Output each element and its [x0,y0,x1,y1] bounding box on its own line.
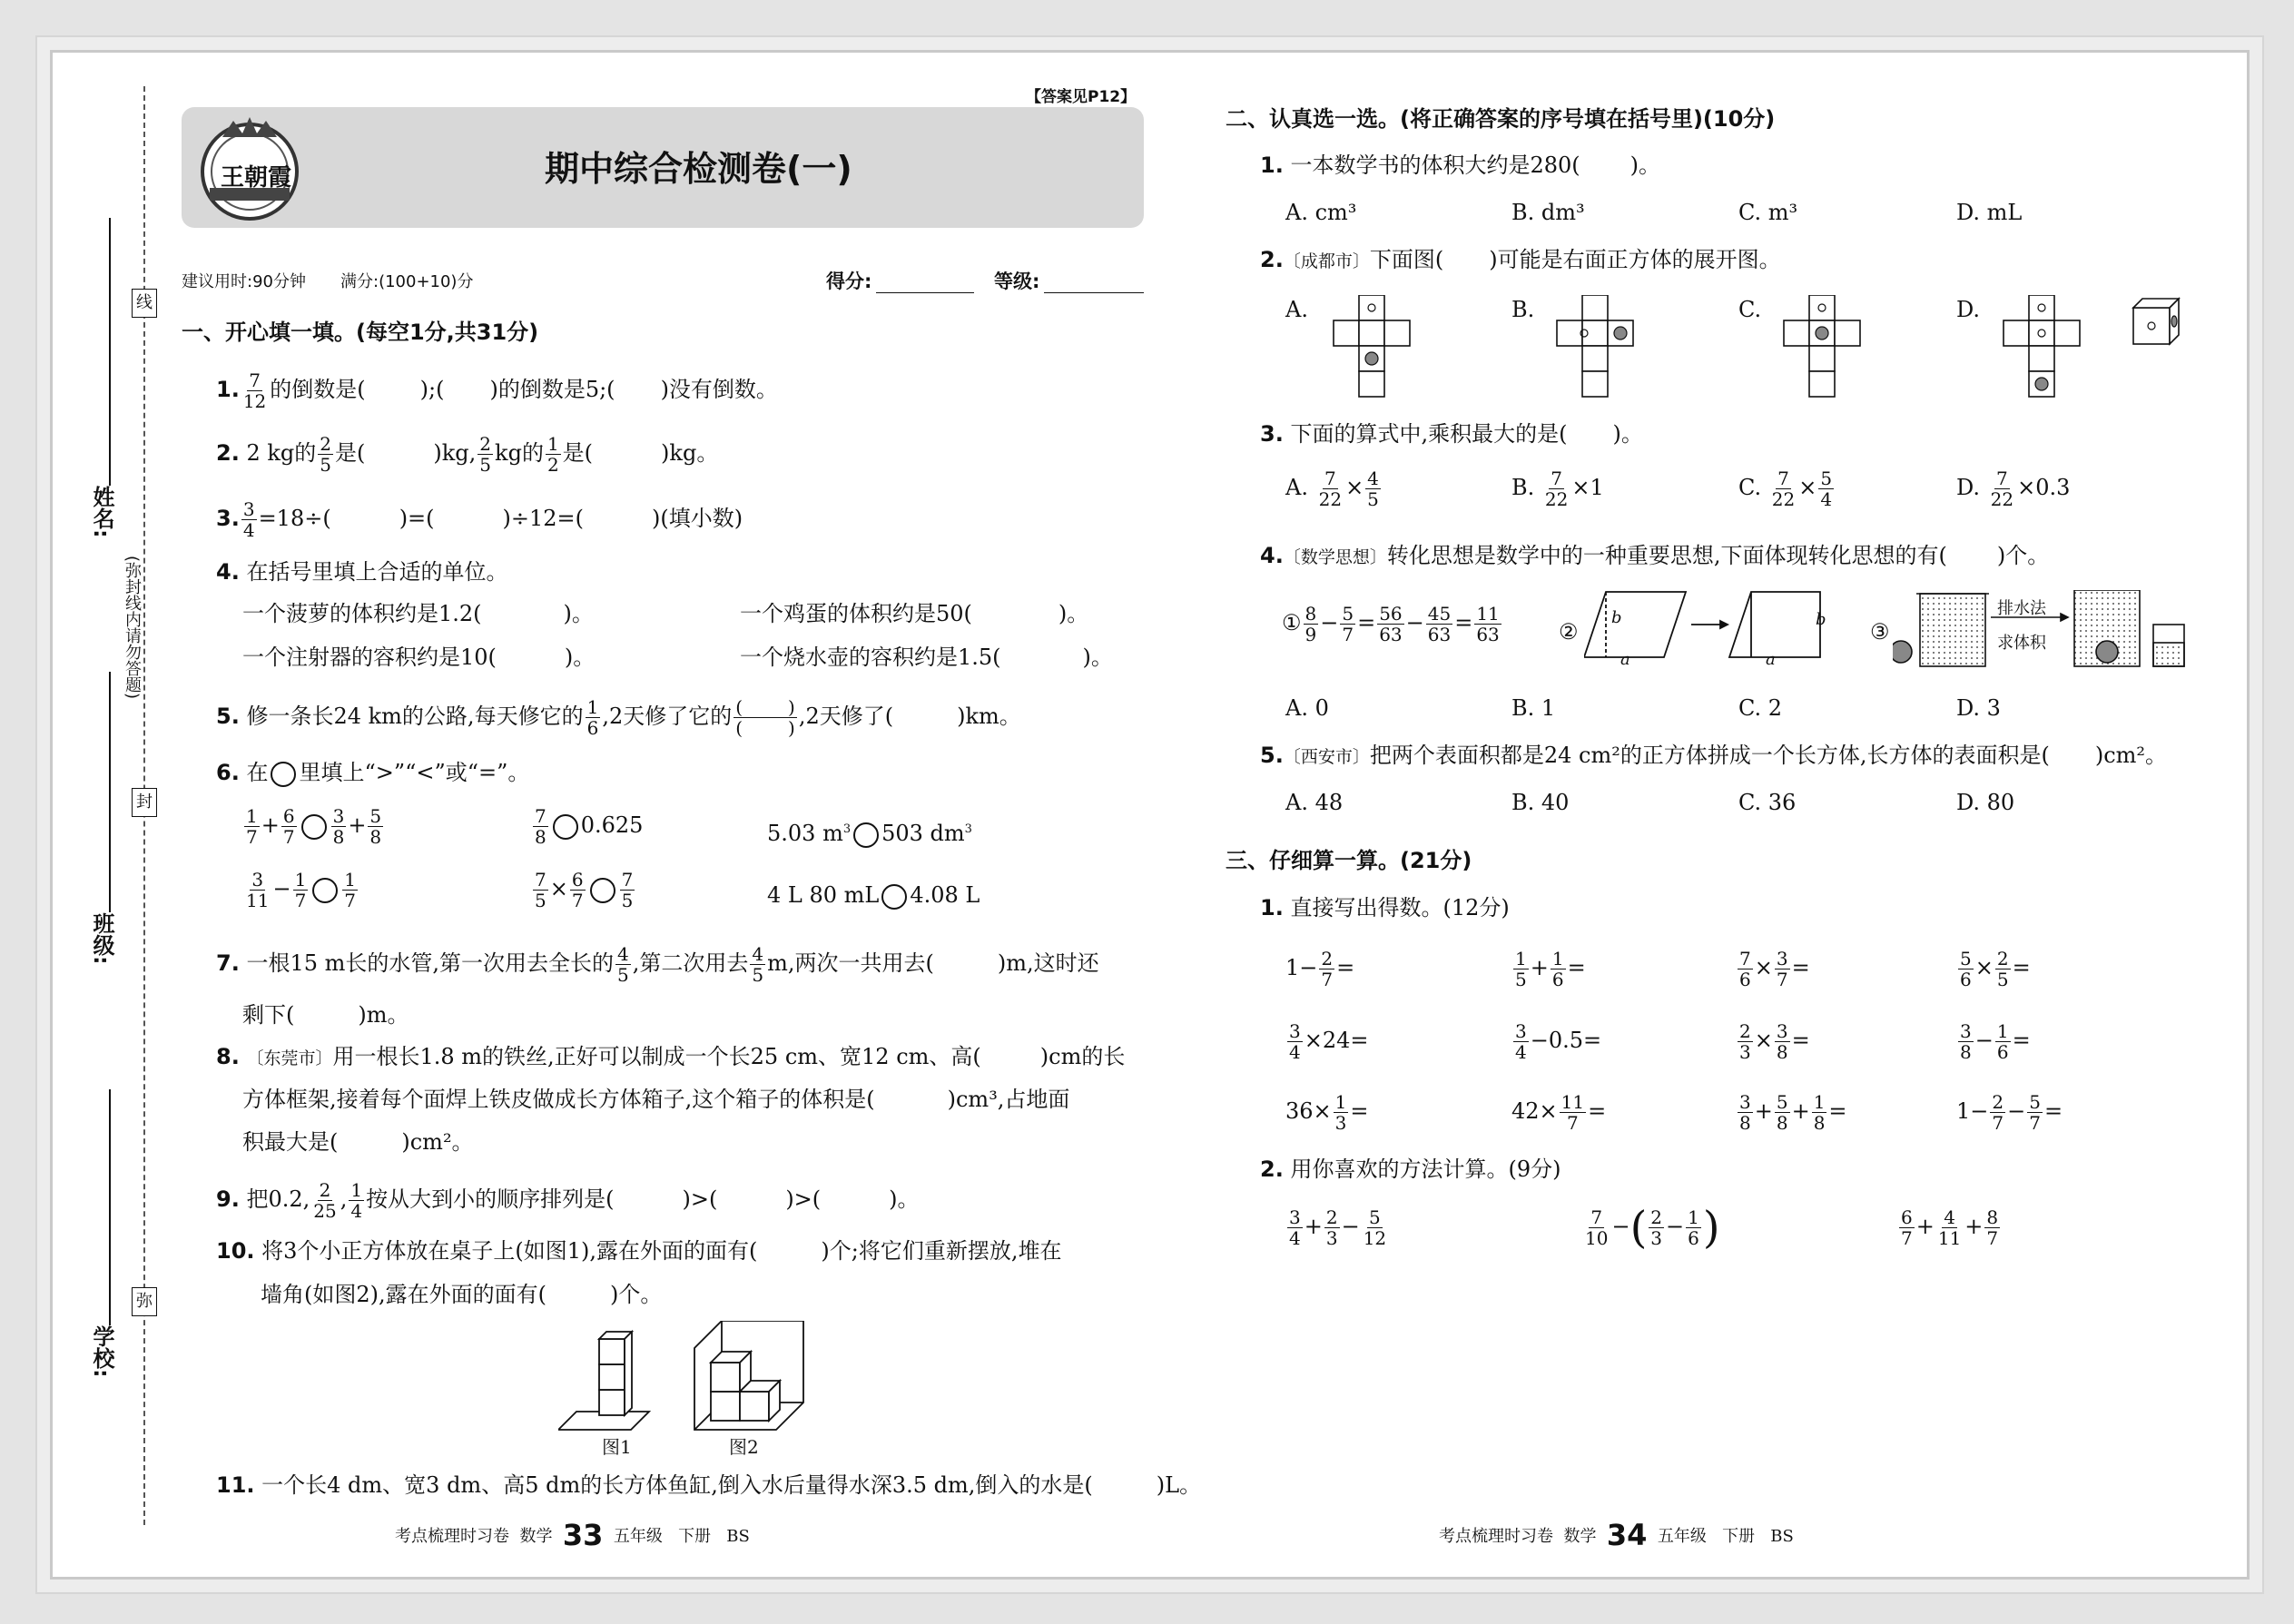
compare-circle[interactable] [881,884,907,910]
s2-question-5: 5.〔西安市〕把两个表面积都是24 cm²的正方体拼成一个长方体,长方体的表面积是( )cm²。 [1260,743,2168,768]
s2-q3-option-a[interactable]: A. $\frac{7}{22}$ × $\frac{4}{5}$ [1285,468,1379,510]
s1-question-7: 7. 一根15 m长的水管,第一次用去全长的 $\frac{4}{5}$ ,第二次用去 $\frac{4}{5}$ m,两次一共用去( )m,这时还 [216,943,1099,986]
seal-mi: 弥 [132,1287,157,1316]
s2-q1-option-c[interactable]: C. m³ [1738,200,1798,225]
calc-1-1: 1− $\frac{2}{7}$ = [1285,948,1355,990]
calc-2-4: $\frac{3}{8}$ − $\frac{1}{6}$ = [1960,1020,2031,1063]
s1-question-2: 2. 2 kg的 $\frac{2}{5}$ 是( )kg, $\frac{2}{5}$ kg的 $\frac{1}{2}$ 是( )kg。 [216,433,719,476]
parallelogram-figure [1584,588,1829,670]
logo-text: 王朝霞 [221,164,292,192]
section-3-heading: 三、仔细算一算。(21分) [1226,848,1472,873]
s2-q2-option-c[interactable]: C. [1738,297,1762,322]
s3-question-2: 2. 用你喜欢的方法计算。(9分) [1260,1156,1561,1182]
figure-2-caption: 图2 [729,1436,759,1458]
water-displacement-figure [1893,590,2188,672]
s2-q1-option-a[interactable]: A. cm³ [1285,200,1357,225]
method-3-label: ③ [1870,619,1890,645]
s2-question-1: 1. 一本数学书的体积大约是280( )。 [1260,153,1661,178]
page-number-right: 34 [1606,1518,1648,1552]
label-a: a [1620,650,1630,669]
s1-question-5: 5. 修一条长24 km的公路,每天修它的 $\frac{1}{6}$ ,2天修了它的 $\frac{( )}{( )}$ ,2天修了( )km。 [216,696,1021,739]
s2-q1-option-b[interactable]: B. dm³ [1511,200,1585,225]
s2-q2-option-d[interactable]: D. [1956,297,1981,322]
s1-question-11: 11. 一个长4 dm、宽3 dm、高5 dm的长方体鱼缸,倒入水后量得水深3.5 dm,倒入的水是( )L。 [216,1472,1202,1498]
seal-xian: 线 [132,289,157,318]
school-label: 学校: [89,1325,114,1378]
label-a: a [1766,650,1776,669]
calc-1-3: $\frac{7}{6}$ × $\frac{3}{7}$ = [1739,948,1810,990]
calc-4-3: $\frac{6}{7}$ + $\frac{4}{11}$ + $\frac{8}{7}$ [1901,1206,1999,1249]
s1-question-6: 6. 在 里填上“>”“<”或“=”。 [216,760,530,785]
suggested-time: 建议用时:90分钟 [182,272,306,291]
s2-question-3: 3. 下面的算式中,乘积最大的是( )。 [1260,421,1643,447]
cube-figures [558,1321,812,1439]
s2-q2-option-a[interactable]: A. [1285,297,1308,322]
s1-question-10: 10. 将3个小正方体放在桌子上(如图1),露在外面的面有( )个;将它们重新摆放,堆在 [216,1238,1062,1264]
volume-label: 求体积 [1997,634,2046,653]
compare-1: $\frac{1}{7}$ + $\frac{6}{7}$ $\frac{3}{8}$ + $\frac{5}{8}$ [246,805,382,848]
cube-nets [1321,295,2229,400]
score-label: 得分: [826,271,872,292]
s1-q4-line1b: 一个鸡蛋的体积约是50( )。 [740,601,1089,626]
calc-3-1: 36× $\frac{1}{3}$ = [1285,1091,1369,1134]
s1-question-9: 9. 把0.2, $\frac{2}{25}$ , $\frac{1}{4}$ 按从大到小的顺序排列是( )>( )>( )。 [216,1179,920,1222]
compare-circle[interactable] [301,814,327,840]
method-1: ① $\frac{8}{9}$ − $\frac{5}{7}$ = $\frac{56}{63}$ − $\frac{45}{63}$ = $\frac{11}{63}$ [1282,603,1500,645]
s2-q4-option-b[interactable]: B. 1 [1511,695,1556,721]
s1-question-3: 3. $\frac{3}{4}$ =18÷( )=( )÷12=( )(填小数) [216,498,743,541]
compare-circle[interactable] [590,878,615,903]
calc-3-4: 1− $\frac{2}{7}$ − $\frac{5}{7}$ = [1956,1091,2063,1134]
compare-circle-icon [271,762,296,787]
seal-feng: 封 [132,788,157,817]
s2-q5-option-c[interactable]: C. 36 [1738,790,1797,815]
calc-4-2: $\frac{7}{10}$ −( $\frac{2}{3}$ − $\frac{1}{6}$ ) [1585,1202,1720,1254]
calc-2-3: $\frac{2}{3}$ × $\frac{3}{8}$ = [1739,1020,1810,1063]
s2-q2-option-b[interactable]: B. [1511,297,1535,322]
page-title: 期中综合检测卷(一) [545,149,852,189]
calc-1-2: $\frac{1}{5}$ + $\frac{1}{6}$ = [1515,948,1586,990]
figure-1-caption: 图1 [602,1436,632,1458]
s2-question-4: 4.〔数学思想〕转化思想是数学中的一种重要思想,下面体现转化思想的有( )个。 [1260,543,2050,568]
section-1-heading: 一、开心填一填。(每空1分,共31分) [182,320,539,345]
s1-q10-line2: 墙角(如图2),露在外面的面有( )个。 [261,1282,663,1307]
grade-label: 等级: [994,271,1040,292]
label-b: b [1816,610,1826,629]
s1-q4-line2a: 一个注射器的容积约是10( )。 [242,645,596,670]
compare-circle[interactable] [853,822,879,848]
s2-q4-option-c[interactable]: C. 2 [1738,695,1783,721]
compare-4: $\frac{3}{11}$ − $\frac{1}{7}$ $\frac{1}{7}$ [246,869,357,911]
name-label: 姓名: [89,486,114,538]
s2-q4-option-a[interactable]: A. 0 [1285,695,1329,721]
s3-question-1: 1. 直接写出得数。(12分) [1260,895,1510,920]
s1-q7-line2: 剩下( )m。 [242,1002,409,1028]
page-number-left: 33 [562,1518,604,1552]
fraction-blank[interactable]: $\frac{( )}{( )}$ [735,696,795,739]
s1-q8-line3: 积最大是( )cm²。 [242,1129,474,1155]
compare-3: 5.03 $m^3$ 503 $dm^3$ [767,821,972,846]
compare-5: $\frac{7}{5}$ × $\frac{6}{7}$ $\frac{7}{5}$ [535,869,634,911]
s2-q1-option-d[interactable]: D. mL [1956,200,2023,225]
s1-q4-line2b: 一个烧水壶的容积约是1.5( )。 [740,645,1113,670]
calc-2-1: $\frac{3}{4}$ ×24= [1289,1020,1369,1063]
answer-reference: 【答案见P12】 [1026,88,1137,106]
compare-circle[interactable] [553,814,578,840]
s1-q4-line1a: 一个菠萝的体积约是1.2( )。 [242,601,594,626]
compare-circle[interactable] [312,878,338,903]
grade-field[interactable] [1044,292,1144,293]
s2-q4-option-d[interactable]: D. 3 [1956,695,2001,721]
footer-left: 考点梳理时习卷 数学 33 五年级 下册 BS [395,1518,750,1552]
s2-q5-option-b[interactable]: B. 40 [1511,790,1570,815]
calc-2-2: $\frac{3}{4}$ −0.5= [1515,1020,1602,1063]
class-label: 班级: [89,912,114,965]
s1-question-1: 1. $\frac{7}{12}$ 的倒数是( );( )的倒数是5;( )没有倒数。 [216,369,778,412]
s2-q3-option-d[interactable]: D. $\frac{7}{22}$ ×0.3 [1956,468,2071,510]
s1-question-8: 8. 〔东莞市〕用一根长1.8 m的铁丝,正好可以制成一个长25 cm、宽12 cm、高( )cm的长 [216,1044,1126,1069]
s1-q8-line2: 方体框架,接着每个面焊上铁皮做成长方体箱子,这个箱子的体积是( )cm³,占地面 [242,1087,1070,1112]
compare-6: 4 L 80 mL 4.08 L [767,882,980,908]
class-field[interactable] [109,672,111,912]
calc-4-1: $\frac{3}{4}$ + $\frac{2}{3}$ − $\frac{5}{12}$ [1289,1206,1387,1249]
full-score: 满分:(100+10)分 [340,272,474,291]
label-b: b [1611,608,1622,627]
publisher-logo [186,112,313,222]
calc-3-3: $\frac{3}{8}$ + $\frac{5}{8}$ + $\frac{1}{8}$ = [1739,1091,1847,1134]
calc-3-2: 42× $\frac{11}{7}$ = [1511,1091,1607,1134]
s2-q5-option-d[interactable]: D. 80 [1956,790,2015,815]
school-field[interactable] [109,1089,111,1325]
s2-q3-option-b[interactable]: B. $\frac{7}{22}$ ×1 [1511,468,1604,510]
water-method-label: 排水法 [1997,599,2046,618]
s2-q3-option-c[interactable]: C. $\frac{7}{22}$ × $\frac{5}{4}$ [1738,468,1833,510]
compare-2: $\frac{7}{8}$ 0.625 [535,805,644,848]
method-2-label: ② [1559,619,1579,645]
footer-right: 考点梳理时习卷 数学 34 五年级 下册 BS [1439,1518,1794,1552]
s1-question-4: 4. 在括号里填上合适的单位。 [216,559,508,585]
score-field[interactable] [876,292,974,293]
calc-1-4: $\frac{5}{6}$ × $\frac{2}{5}$ = [1960,948,2031,990]
s2-q5-option-a[interactable]: A. 48 [1285,790,1344,815]
section-2-heading: 二、认真选一选。(将正确答案的序号填在括号里)(10分) [1226,106,1776,132]
seal-note: (弥封线内请勿答题) [120,556,143,699]
s2-question-2: 2.〔成都市〕下面图( )可能是右面正方体的展开图。 [1260,247,1781,272]
name-field[interactable] [109,218,111,486]
